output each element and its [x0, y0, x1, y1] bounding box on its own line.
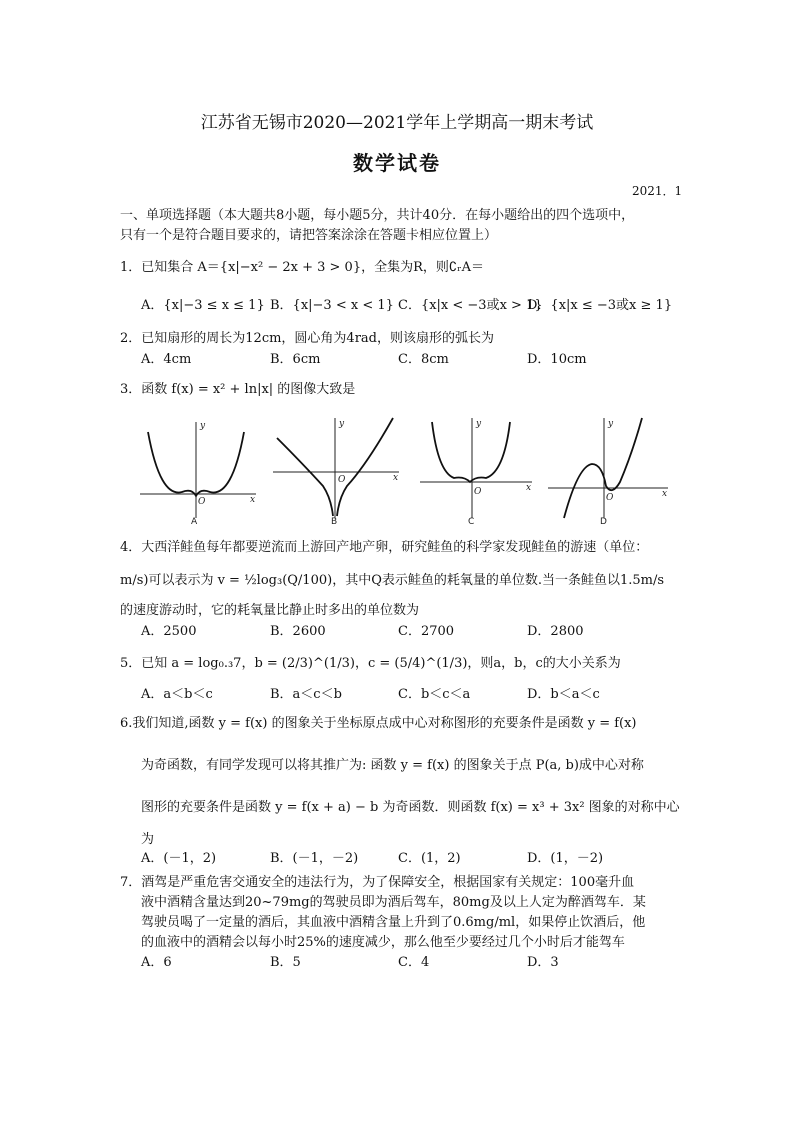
- q6-option-d: D．(1，－2): [527, 851, 604, 866]
- graph-a: [140, 421, 256, 526]
- q2-stem: 2．已知扇形的周长为12cm，圆心角为4rad，则该扇形的弧长为: [120, 331, 494, 346]
- graph-b-x-label: x: [393, 473, 399, 483]
- q2-option-b: B．6cm: [270, 352, 321, 367]
- q1-option-b: B．{x|−3 < x < 1}: [270, 298, 394, 313]
- q7-line1: 7．酒驾是严重危害交通安全的违法行为，为了保障安全，根据国家有关规定：100毫升血: [120, 875, 635, 890]
- graph-d-x-label: x: [662, 489, 668, 499]
- graph-c-caption: C: [468, 517, 475, 526]
- graph-a-x-label: x: [250, 495, 256, 505]
- q7-option-c: C．4: [398, 955, 430, 970]
- q6-option-b: B．(－1，－2): [270, 851, 359, 866]
- q6-option-c: C．(1，2): [398, 851, 461, 866]
- q2-option-d: D．10cm: [527, 352, 587, 367]
- section-instructions-line2: 只有一个是符合题目要求的，请把答案涂涂在答题卡相应位置上）: [120, 228, 498, 243]
- section-instructions-line1: 一、单项选择题（本大题共8小题，每小题5分，共计40分．在每小题给出的四个选项中，: [120, 208, 635, 223]
- q4-option-a: A．2500: [141, 624, 197, 639]
- q7-option-a: A．6: [141, 955, 172, 970]
- graph-a-origin: O: [198, 497, 206, 507]
- graph-b-curve-right: [337, 418, 393, 516]
- q4-line1: 4．大西洋鲑鱼每年都要逆流而上游回产地产卵，研究鲑鱼的科学家发现鲑鱼的游速（单位：: [120, 540, 649, 555]
- graph-b: [273, 418, 399, 526]
- q6-line1: 6.我们知道,函数 y = f(x) 的图象关于坐标原点成中心对称图形的充要条件是函数 y = f(x): [120, 716, 637, 731]
- q1-option-d: D．{x|x ≤ −3或x ≥ 1}: [527, 298, 673, 313]
- q5-option-a: A．a＜b＜c: [141, 687, 213, 702]
- q5-option-d: D．b＜a＜c: [527, 687, 600, 702]
- graph-b-y-label: y: [339, 419, 345, 429]
- q7-line4: 的血液中的酒精会以每小时25%的速度减少，那么他至少要经过几个小时后才能驾车: [141, 935, 625, 950]
- graph-c-y-label: y: [476, 419, 482, 429]
- q6-option-a: A．(－1，2): [141, 851, 217, 866]
- graph-d-curve: [564, 418, 642, 518]
- graph-a-y-label: y: [200, 421, 206, 431]
- graph-c: [420, 418, 532, 526]
- graph-c-origin: O: [474, 487, 482, 497]
- graph-b-curve-left: [277, 438, 333, 516]
- q6-line4: 为: [141, 832, 155, 847]
- q4-option-d: D．2800: [527, 624, 584, 639]
- graph-a-caption: A: [191, 517, 198, 526]
- q6-line3: 图形的充要条件是函数 y = f(x + a) − b 为奇函数．则函数 f(x) = x³ + 3x² 图象的对称中心: [141, 800, 680, 815]
- exam-date: 2021．1: [632, 184, 683, 198]
- graph-b-origin: O: [338, 475, 346, 485]
- q7-line2: 液中酒精含量达到20~79mg的驾驶员即为酒后驾车，80mg及以上人定为醉酒驾车．某: [141, 895, 646, 910]
- q3-graphs: [138, 414, 670, 526]
- q6-line2: 为奇函数，有同学发现可以将其推广为: 函数 y = f(x) 的图象关于点 P(a, b)成中心对称: [141, 758, 644, 773]
- q4-line2: m/s)可以表示为 v = ½log₃(Q/100)，其中Q表示鲑鱼的耗氧量的单位数.当一条鲑鱼以1.5m/s: [120, 573, 665, 588]
- q2-option-a: A．4cm: [141, 352, 192, 367]
- q5-stem: 5．已知 a = log₀.₃7，b = (2/3)^(1/3)，c = (5/4)^(1/3)，则a，b，c的大小关系为: [120, 656, 621, 671]
- q2-option-c: C．8cm: [398, 352, 449, 367]
- exam-title: 江苏省无锡市2020—2021学年上学期高一期末考试: [200, 113, 594, 133]
- graph-b-caption: B: [331, 517, 338, 526]
- q4-option-b: B．2600: [270, 624, 326, 639]
- q1-stem: 1．已知集合 A＝{x|−x² − 2x + 3 > 0}，全集为R，则∁ᵣA＝: [120, 260, 485, 275]
- q7-option-b: B．5: [270, 955, 301, 970]
- q4-line3: 的速度游动时，它的耗氧量比静止时多出的单位数为: [120, 603, 420, 618]
- graph-c-x-label: x: [526, 483, 532, 493]
- graph-c-curve: [432, 422, 510, 482]
- q1-option-c: C．{x|x < −3或x > 1}: [398, 298, 543, 313]
- q7-option-d: D．3: [527, 955, 559, 970]
- q5-option-c: C．b＜c＜a: [398, 687, 471, 702]
- graph-d: [548, 418, 668, 526]
- graph-d-y-label: y: [608, 419, 614, 429]
- q1-option-a: A．{x|−3 ≤ x ≤ 1}: [141, 298, 265, 313]
- exam-subtitle: 数学试卷: [353, 151, 441, 175]
- graph-d-origin: O: [606, 493, 614, 503]
- q7-line3: 驾驶员喝了一定量的酒后，其血液中酒精含量上升到了0.6mg/ml，如果停止饮酒后，他: [141, 915, 646, 930]
- graph-d-caption: D: [600, 517, 607, 526]
- q4-option-c: C．2700: [398, 624, 455, 639]
- q5-option-b: B．a＜c＜b: [270, 687, 342, 702]
- q3-stem: 3．函数 f(x) = x² + ln|x| 的图像大致是: [120, 382, 356, 397]
